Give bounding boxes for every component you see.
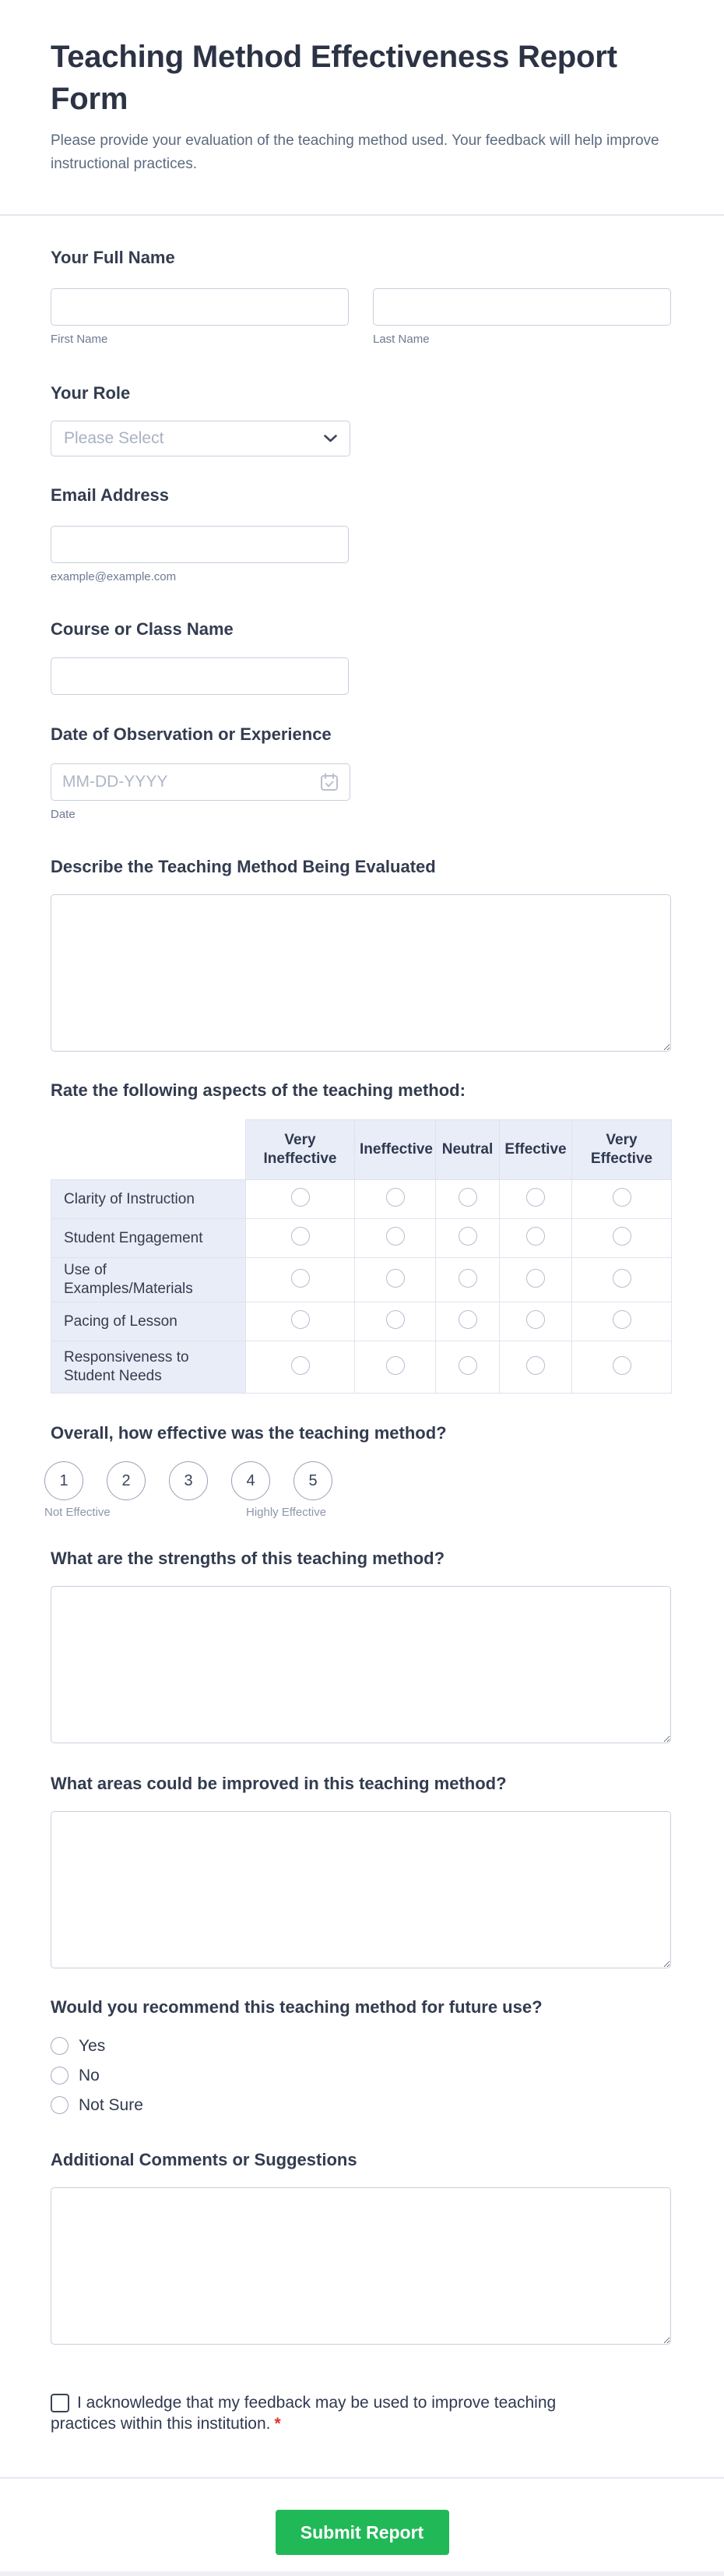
- form-title: Teaching Method Effectiveness Report Form: [51, 40, 617, 116]
- question-comments: [51, 2149, 671, 2345]
- question-overall-rating: [44, 1422, 671, 1521]
- rating-radio[interactable]: [526, 1227, 545, 1246]
- rating-radio[interactable]: [526, 1310, 545, 1329]
- question-recommend: [51, 1996, 671, 2114]
- radio-option-label: Not Sure: [79, 2096, 143, 2114]
- rating-radio[interactable]: [459, 1188, 477, 1207]
- strengths-label: What are the strengths of this teaching method?: [51, 1549, 445, 1568]
- rating-radio[interactable]: [526, 1269, 545, 1288]
- improvements-label: What areas could be improved in this teaching method?: [51, 1774, 507, 1793]
- last-name-sublabel: Last Name: [373, 333, 430, 346]
- scale-max-label: Highly Effective: [246, 1506, 327, 1519]
- date-label: Date of Observation or Experience: [51, 724, 332, 744]
- email-sublabel: example@example.com: [51, 570, 177, 583]
- radio-icon[interactable]: [51, 2037, 69, 2055]
- date-input[interactable]: [51, 763, 350, 801]
- rating-radio[interactable]: [613, 1310, 631, 1329]
- acknowledgment-row: [51, 2392, 564, 2434]
- question-improvements: [51, 1773, 671, 1968]
- page-bottom-strip: [0, 2571, 724, 2576]
- overall-label: Overall, how effective was the teaching method?: [51, 1423, 447, 1443]
- scale-option-3[interactable]: 3: [169, 1461, 208, 1500]
- rating-radio[interactable]: [459, 1227, 477, 1246]
- course-input[interactable]: [51, 657, 349, 695]
- question-role: [51, 382, 671, 456]
- rating-radio[interactable]: [291, 1227, 310, 1246]
- scale-option-5[interactable]: 5: [293, 1461, 332, 1500]
- rating-radio[interactable]: [386, 1188, 405, 1207]
- recommend-option-no[interactable]: [51, 2067, 671, 2084]
- matrix-row-label: Pacing of Lesson: [51, 1302, 246, 1341]
- email-label: Email Address: [51, 485, 170, 505]
- radio-icon[interactable]: [51, 2096, 69, 2114]
- rating-radio[interactable]: [386, 1310, 405, 1329]
- course-label: Course or Class Name: [51, 619, 234, 639]
- acknowledgment-checkbox[interactable]: [51, 2394, 69, 2412]
- last-name-input[interactable]: [373, 288, 671, 326]
- scale-option-1[interactable]: 1: [44, 1461, 83, 1500]
- rating-radio[interactable]: [526, 1356, 545, 1375]
- rating-radio[interactable]: [613, 1356, 631, 1375]
- question-date: [51, 724, 671, 822]
- recommend-option-not-sure[interactable]: [51, 2096, 671, 2114]
- scale-option-4[interactable]: 4: [231, 1461, 270, 1500]
- question-email: [51, 485, 671, 584]
- question-course: [51, 618, 671, 695]
- calendar-icon[interactable]: [319, 772, 339, 792]
- rating-radio[interactable]: [459, 1269, 477, 1288]
- matrix-row-label: Use of Examples/Materials: [51, 1258, 246, 1302]
- overall-scale: [44, 1461, 671, 1500]
- rating-matrix-label: Rate the following aspects of the teaching method:: [51, 1080, 466, 1100]
- rating-radio[interactable]: [386, 1227, 405, 1246]
- required-asterisk: *: [274, 2415, 281, 2433]
- scale-option-2[interactable]: 2: [107, 1461, 146, 1500]
- rating-radio[interactable]: [526, 1188, 545, 1207]
- question-full-name: [51, 247, 671, 347]
- describe-textarea[interactable]: [51, 894, 671, 1052]
- matrix-column-header: Effective: [500, 1120, 572, 1180]
- comments-label: Additional Comments or Suggestions: [51, 2150, 357, 2169]
- matrix-row-label: Responsiveness to Student Needs: [51, 1341, 246, 1394]
- question-rating-matrix: [51, 1080, 671, 1394]
- describe-label: Describe the Teaching Method Being Evaluated: [51, 857, 436, 876]
- role-select[interactable]: [51, 421, 350, 456]
- rating-radio[interactable]: [386, 1269, 405, 1288]
- matrix-row: [51, 1302, 672, 1341]
- comments-textarea[interactable]: [51, 2187, 671, 2345]
- radio-option-label: No: [79, 2067, 100, 2084]
- radio-option-label: Yes: [79, 2037, 106, 2055]
- rating-radio[interactable]: [613, 1188, 631, 1207]
- rating-radio[interactable]: [613, 1269, 631, 1288]
- matrix-row: [51, 1180, 672, 1219]
- matrix-row: [51, 1258, 672, 1302]
- recommend-label: Would you recommend this teaching method for future use?: [51, 1997, 543, 2017]
- improvements-textarea[interactable]: [51, 1811, 671, 1968]
- matrix-row: [51, 1341, 672, 1394]
- rating-radio[interactable]: [459, 1310, 477, 1329]
- question-strengths: [51, 1548, 671, 1743]
- matrix-row-label: Student Engagement: [51, 1219, 246, 1258]
- question-describe-method: [51, 856, 671, 1052]
- form-header: [51, 0, 671, 176]
- rating-radio[interactable]: [291, 1356, 310, 1375]
- date-sublabel: Date: [51, 808, 76, 821]
- acknowledgment-text: I acknowledge that my feedback may be used to improve teaching practices within this institution.: [51, 2394, 557, 2433]
- first-name-input[interactable]: [51, 288, 349, 326]
- header-divider: [0, 214, 724, 216]
- rating-radio[interactable]: [291, 1269, 310, 1288]
- chevron-down-icon: [324, 435, 337, 442]
- rating-radio[interactable]: [291, 1310, 310, 1329]
- rating-radio[interactable]: [386, 1356, 405, 1375]
- matrix-column-header: Ineffective: [355, 1120, 436, 1180]
- matrix-row: [51, 1219, 672, 1258]
- matrix-column-header: Very Effective: [572, 1120, 672, 1180]
- matrix-corner-cell: [51, 1120, 246, 1180]
- rating-radio[interactable]: [459, 1356, 477, 1375]
- submit-report-button[interactable]: Submit Report: [276, 2510, 449, 2555]
- rating-radio[interactable]: [613, 1227, 631, 1246]
- rating-radio[interactable]: [291, 1188, 310, 1207]
- first-name-sublabel: First Name: [51, 333, 108, 346]
- matrix-row-label: Clarity of Instruction: [51, 1180, 246, 1219]
- full-name-label: Your Full Name: [51, 248, 175, 267]
- matrix-column-header: Very Ineffective: [246, 1120, 355, 1180]
- recommend-option-yes[interactable]: [51, 2037, 671, 2055]
- strengths-textarea[interactable]: [51, 1586, 671, 1743]
- form-subtitle: Please provide your evaluation of the teaching method used. Your feedback will help improve instructional practices.: [51, 132, 659, 172]
- email-input[interactable]: [51, 526, 349, 563]
- role-label: Your Role: [51, 383, 131, 403]
- role-select-placeholder: Please Select: [64, 429, 164, 447]
- scale-min-label: Not Effective: [44, 1506, 111, 1519]
- rating-matrix-table: [51, 1119, 672, 1394]
- matrix-column-header: Neutral: [436, 1120, 500, 1180]
- footer-divider: [0, 2477, 724, 2479]
- radio-icon[interactable]: [51, 2067, 69, 2084]
